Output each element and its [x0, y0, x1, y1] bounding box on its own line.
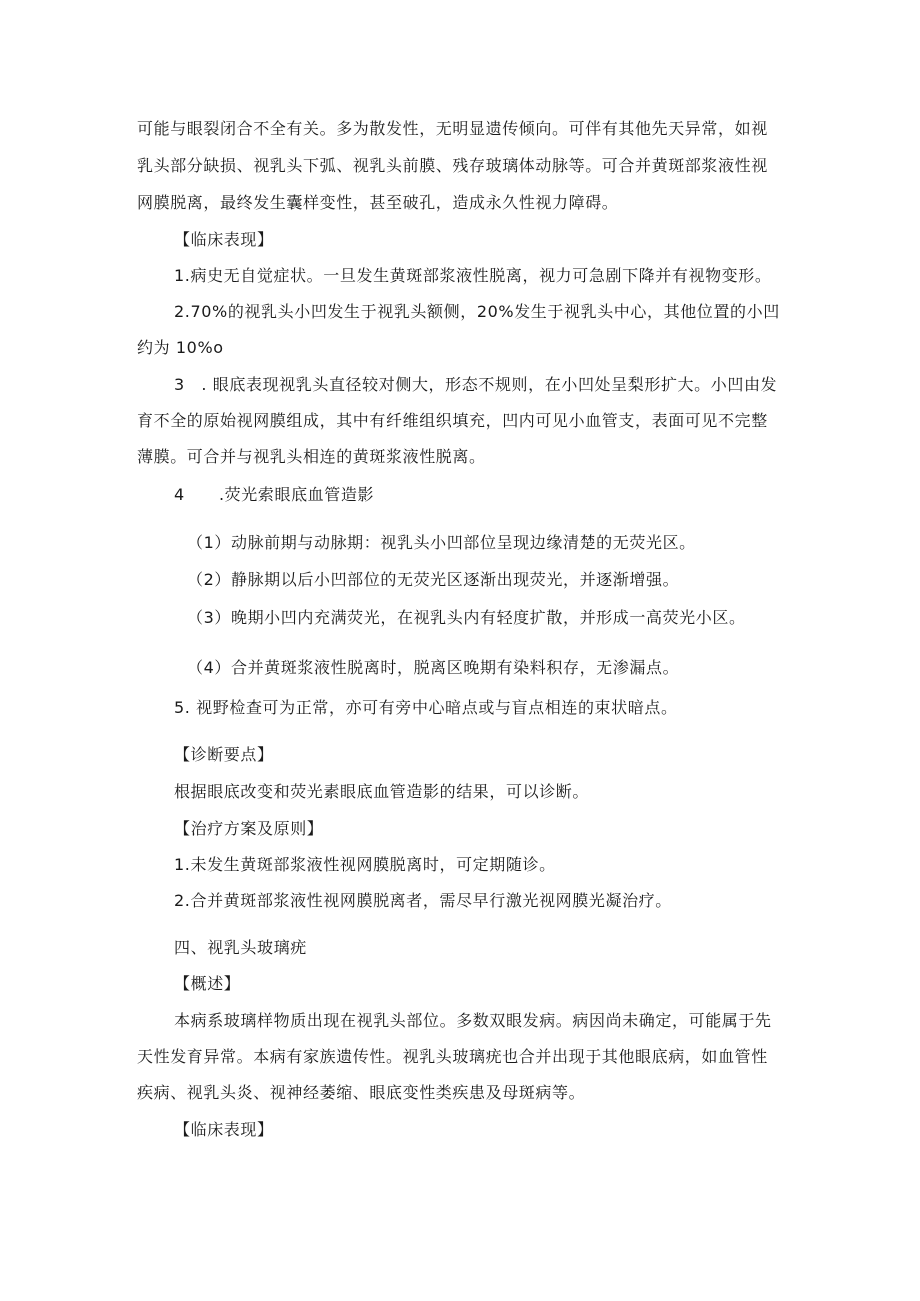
clinical-item-2-line-2: 约为 10%o — [137, 338, 224, 357]
intro-line-2: 乳头部分缺损、视乳头下弧、视乳头前膜、残存玻璃体动脉等。可合并黄斑部浆液性视 — [137, 156, 768, 175]
clinical-item-4-number: 4 — [174, 485, 185, 504]
diagnosis-heading: 【诊断要点】 — [174, 745, 274, 764]
treatment-item-1: 1.未发生黄斑部浆液性视网膜脱离时，可定期随诊。 — [174, 855, 556, 874]
clinical-item-1: 1.病史无自觉症状。一旦发生黄斑部浆液性脱离，视力可急剧下降并有视物变形。 — [174, 266, 772, 285]
clinical-item-4-title: .荧光索眼底血管造影 — [219, 485, 375, 504]
intro-line-1: 可能与眼裂闭合不全有关。多为散发性，无明显遗传倾向。可伴有其他先天异常，如视 — [137, 119, 768, 138]
diagnosis-text: 根据眼底改变和荧光素眼底血管造影的结果，可以诊断。 — [174, 782, 590, 801]
overview-line-1: 本病系玻璃样物质出现在视乳头部位。多数双眼发病。病因尚未确定，可能属于先 — [174, 1011, 772, 1030]
clinical-heading: 【临床表现】 — [174, 230, 274, 249]
clinical-item-3-line-2: 育不全的原始视网膜组成，其中有纤维组织填充，凹内可见小血管支，表面可见不完整 — [137, 411, 768, 430]
angiography-sub-item-4: （4）合并黄斑浆液性脱离时，脱离区晚期有染料积存，无渗漏点。 — [187, 658, 680, 677]
angiography-sub-item-2: （2）静脉期以后小凹部位的无荧光区逐渐出现荧光，并逐渐增强。 — [187, 570, 680, 589]
treatment-heading: 【治疗方案及原则】 — [174, 819, 324, 838]
section-four-title: 四、视乳头玻璃疣 — [174, 938, 307, 957]
clinical-item-2-line-1: 2.70%的视乳头小凹发生于视乳头额侧，20%发生于视乳头中心，其他位置的小凹 — [174, 302, 780, 321]
intro-line-3: 网膜脱离，最终发生囊样变性，甚至破孔，造成永久性视力障碍。 — [137, 193, 619, 212]
clinical-item-3-line-3: 薄膜。可合并与视乳头相连的黄斑浆液性脱离。 — [137, 447, 486, 466]
treatment-item-2: 2.合并黄斑部浆液性视网膜脱离者，需尽早行激光视网膜光凝治疗。 — [174, 891, 672, 910]
angiography-sub-item-1: （1）动脉前期与动脉期：视乳头小凹部位呈现边缘清楚的无荧光区。 — [187, 533, 696, 552]
angiography-sub-item-3: （3）晚期小凹内充满荧光，在视乳头内有轻度扩散，并形成一高荧光小区。 — [187, 608, 746, 627]
section-four-clinical-heading: 【临床表现】 — [174, 1120, 274, 1139]
overview-line-2: 天性发育异常。本病有家族遗传性。视乳头玻璃疣也合并出现于其他眼底病，如血管性 — [137, 1047, 768, 1066]
overview-heading: 【概述】 — [174, 974, 241, 993]
overview-line-3: 疾病、视乳头炎、视神经萎缩、眼底变性类疾患及母斑病等。 — [137, 1083, 586, 1102]
clinical-item-3-line-1: 3 . 眼底表现视乳头直径较对侧大，形态不规则，在小凹处呈梨形扩大。小凹由发 — [174, 375, 778, 394]
clinical-item-5: 5. 视野检查可为正常，亦可有旁中心暗点或与盲点相连的束状暗点。 — [174, 698, 678, 717]
